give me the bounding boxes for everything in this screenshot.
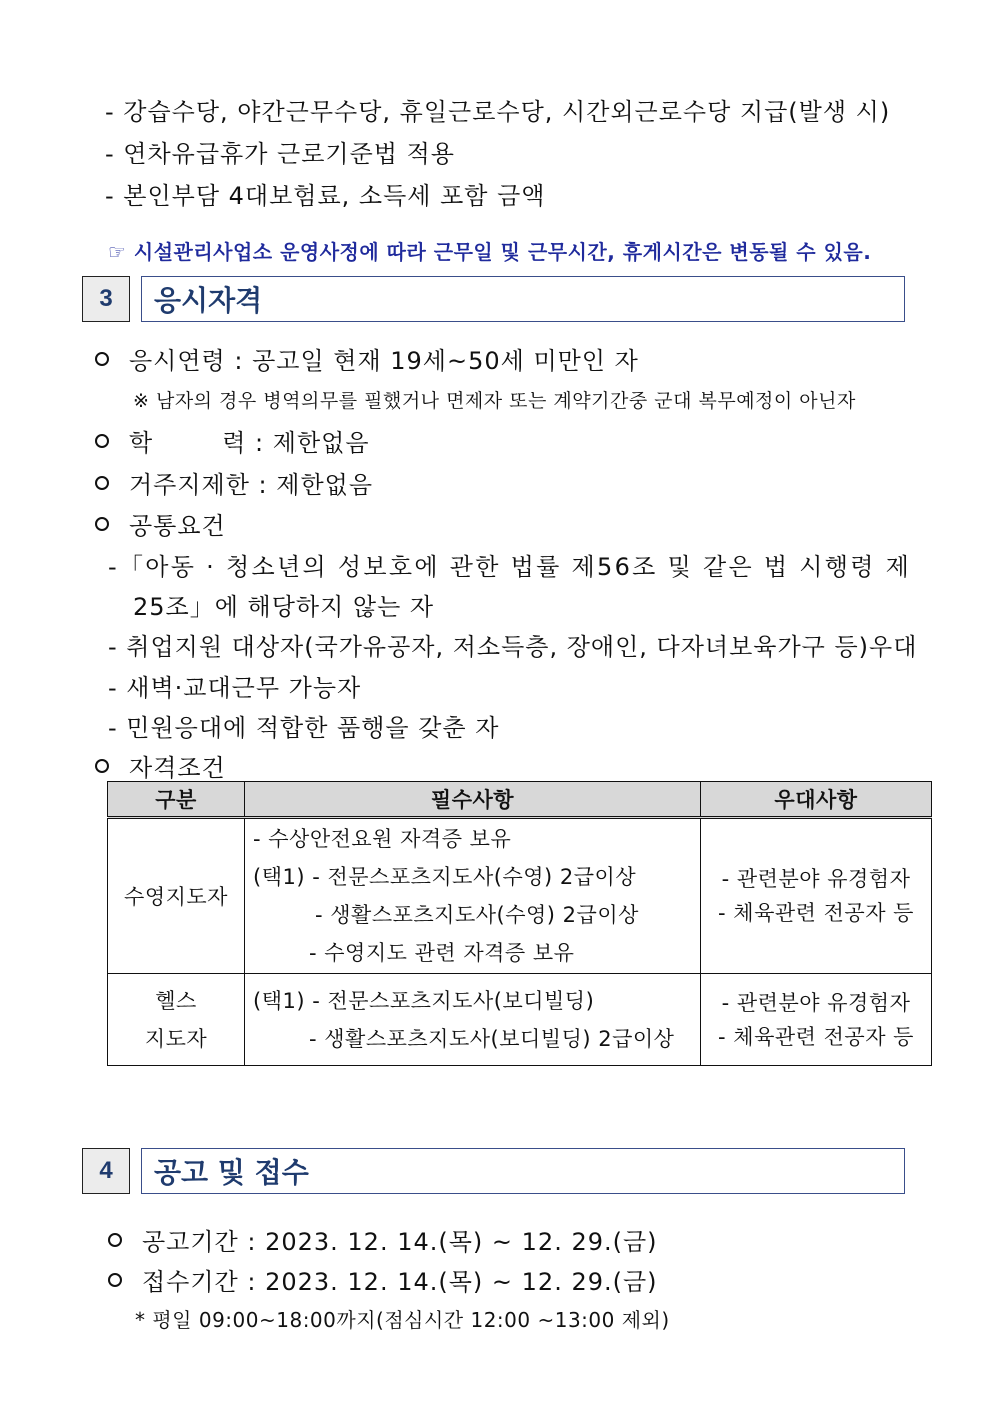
residence-text: 거주지제한 : 제한없음: [129, 471, 373, 499]
table-header: 필수사항: [245, 782, 701, 818]
receipt-text: 접수기간 : 2023. 12. 14.(목) ~ 12. 29.(금): [142, 1268, 658, 1296]
preferred-item: - 관련분야 유경험자: [721, 867, 911, 891]
education-label: 학 력: [129, 429, 247, 457]
top-item: - 강습수당, 야간근무수당, 휴일근로수당, 시간외근로수당 지급(발생 시): [105, 98, 891, 126]
age-line: [95, 341, 639, 376]
qualification-line: [95, 748, 226, 783]
circle-bullet-icon: [95, 352, 109, 366]
required-item: - 생활스포츠지도사(보디빌딩) 2급이상: [309, 1026, 675, 1051]
common-item: - 취업지원 대상자(국가유공자, 저소득층, 장애인, 다자녀보육가구 등)우대: [108, 633, 918, 661]
top-item: - 연차유급휴가 근로기준법 적용: [105, 140, 455, 168]
residence-line: [95, 465, 373, 500]
common-item: 25조」에 해당하지 않는 자: [133, 593, 435, 621]
circle-bullet-icon: [108, 1233, 122, 1247]
qualification-table: [107, 781, 932, 1066]
circle-bullet-icon: [95, 759, 109, 773]
required-item: - 수영지도 관련 자격증 보유: [309, 941, 575, 965]
section-number: 3: [82, 276, 130, 322]
required-cell: [245, 974, 701, 1066]
circle-bullet-icon: [108, 1273, 122, 1287]
table-row: [108, 974, 932, 1066]
table-row: [108, 818, 932, 974]
section-title: 공고 및 접수: [141, 1148, 905, 1194]
category-line: 헬스: [155, 988, 197, 1013]
required-item: (택1) - 전문스포츠지도사(수영) 2급이상: [253, 865, 637, 889]
table-header: 구분: [108, 782, 245, 818]
preferred-item: - 체육관련 전공자 등: [718, 901, 914, 925]
qualification-text: 자격조건: [129, 754, 226, 782]
notice-text: ☞ 시설관리사업소 운영사정에 따라 근무일 및 근무시간, 휴게시간은 변동될 수 있음.: [108, 240, 872, 264]
required-item: - 수상안전요원 자격증 보유: [253, 827, 512, 851]
category-line: 지도자: [144, 1026, 208, 1051]
announce-text: 공고기간 : 2023. 12. 14.(목) ~ 12. 29.(금): [142, 1228, 658, 1256]
category-cell: 수영지도자: [108, 818, 245, 974]
common-text: 공통요건: [129, 512, 226, 540]
table-header: 우대사항: [701, 782, 932, 818]
receipt-line: [108, 1262, 658, 1297]
preferred-cell: [701, 974, 932, 1066]
common-item: - 민원응대에 적합한 품행을 갖춘 자: [108, 714, 500, 742]
common-item: - 새벽·교대근무 가능자: [108, 674, 362, 702]
hours-note: * 평일 09:00~18:00까지(점심시간 12:00 ~13:00 제외): [135, 1308, 670, 1332]
preferred-item: - 관련분야 유경험자: [721, 990, 911, 1015]
announce-line: [108, 1222, 658, 1257]
preferred-cell: [701, 818, 932, 974]
section-title: 응시자격: [141, 276, 905, 322]
required-item: (택1) - 전문스포츠지도사(보디빌딩): [253, 988, 595, 1013]
circle-bullet-icon: [95, 517, 109, 531]
education-value: : 제한없음: [255, 429, 370, 457]
category-cell: [108, 974, 245, 1066]
age-note: ※ 남자의 경우 병역의무를 필했거나 면제자 또는 계약기간중 군대 복무예정이 아닌자: [133, 390, 856, 412]
circle-bullet-icon: [95, 434, 109, 448]
education-line: [95, 423, 370, 458]
circle-bullet-icon: [95, 476, 109, 490]
required-item: - 생활스포츠지도사(수영) 2급이상: [315, 903, 639, 927]
common-line: [95, 506, 226, 541]
preferred-item: - 체육관련 전공자 등: [718, 1024, 914, 1049]
required-cell: [245, 818, 701, 974]
top-item: - 본인부담 4대보험료, 소득세 포함 금액: [105, 182, 546, 210]
age-text: 응시연령 : 공고일 현재 19세~50세 미만인 자: [129, 347, 639, 375]
section-number: 4: [82, 1148, 130, 1194]
common-item: -「아동 · 청소년의 성보호에 관한 법률 제56조 및 같은 법 시행령 제: [108, 553, 912, 581]
